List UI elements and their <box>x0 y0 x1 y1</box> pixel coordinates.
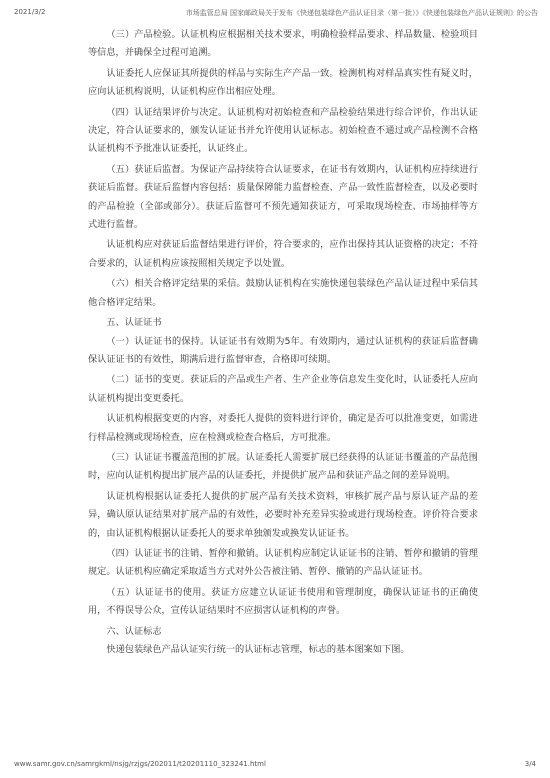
document-body <box>88 26 478 661</box>
paragraph-assessment-adoption: （六）相关合格评定结果的采信。鼓励认证机构在实施快递包装绿色产品认证过程中采信其他合格评定结果。 <box>88 278 478 308</box>
paragraph-product-inspection: （三）产品检验。认证机构应根据相关技术要求，明确检验样品要求、样品数量、检验项目等信息，并确保全过程可追溯。 <box>88 29 478 59</box>
section-heading-certificate: 五、认证证书 <box>106 317 162 329</box>
paragraph-evaluation-decision: （四）认证结果评价与决定。认证机构对初始检查和产品检验结果进行综合评价，作出认证决定，符合认证要求的，颁发认证证书并允许使用认证标志。初始检查不通过或产品检测不合格认证机构不予批准认证委托，认证终止。 <box>88 106 478 155</box>
paragraph-sample-consistency: 认证委托人应保证其所提供的样品与实际生产产品一致。检测机构对样品真实性有疑义时，应向认证机构说明，认证机构应作出相应处理。 <box>88 67 478 98</box>
paragraph-certificate-change: （二）证书的变更。获证后的产品或生产者、生产企业等信息发生变化时，认证委托人应向认证机构提出变更委托。 <box>88 374 478 404</box>
section-heading-mark: 六、认证标志 <box>106 625 162 637</box>
print-date: 2021/3/2 <box>14 8 46 16</box>
page-header <box>14 6 538 20</box>
paragraph-change-evaluation: 认证机构根据变更的内容，对委托人提供的资料进行评价，确定是否可以批准变更，如需进行样品检测或现场检查，应在检测或检查合格后，方可批准。 <box>88 413 478 443</box>
paragraph-scope-extension: （三）认证证书覆盖范围的扩展。认证委托人需要扩展已经获得的认证证书覆盖的产品范围时，应向认证机构提出扩展产品的认证委托，并提供扩展产品和获证产品之间的差异说明。 <box>88 451 478 482</box>
paragraph-supervision-result: 认证机构应对获证后监督结果进行评价，符合要求的，应作出保持其认证资格的决定；不符合要求的，认证机构应该按照相关规定予以处置。 <box>88 239 478 269</box>
paragraph-extension-review: 认证机构根据认证委托人提供的扩展产品有关技术资料，审核扩展产品与原认证产品的差异，确认原认证结果对扩展产品的有效性，必要时补充差异实验或进行现场检查。评价符合要求的，由认证机构根据认证委托人的要求单独颁发或换发认证证书。 <box>88 490 478 539</box>
paragraph-certificate-validity: （一）认证证书的保持。认证证书有效期为5年。有效期内，通过认证机构的获证后监督确保认证证书的有效性，期满后进行监督审查，合格即可续期。 <box>88 335 478 365</box>
paragraph-certification-mark: 快递包装绿色产品认证实行统一的认证标志管理，标志的基本图案如下图。 <box>106 644 410 655</box>
page-footer <box>14 760 536 772</box>
page-title: 市场监管总局 国家邮政局关于发布《快递包装绿色产品认证目录（第一批）》《快递包装绿色产品认证规则》的公告 <box>185 9 538 17</box>
paragraph-certificate-use: （五）认证证书的使用。获证方应建立认证证书使用和管理制度，确保认证证书的正确使用，不得误导公众，宣传认证结果时不应损害认证机构的声誉。 <box>88 586 478 617</box>
page-url: www.samr.gov.cn/samrgkml/nsjg/rzjgs/202011/t20201110_323241.html <box>14 760 266 768</box>
paragraph-post-cert-supervision: （五）获证后监督。为保证产品持续符合认证要求，在证书有效期内，认证机构应持续进行获证后监督。获证后监督内容包括：质量保障能力监督检查、产品一致性监督检查，以及必要时的产品检验（全部或部分）。获证后监督可不预先通知获证方，可采取现场检查、市场抽样等方式进行监督。 <box>88 163 478 231</box>
paragraph-certificate-revocation: （四）认证证书的注销、暂停和撤销。认证机构应制定认证证书的注销、暂停和撤销的管理规定。认证机构应确定采取适当方式对外公告被注销、暂停、撤销的产品认证证书。 <box>88 547 478 578</box>
page-number: 3/4 <box>524 760 536 768</box>
